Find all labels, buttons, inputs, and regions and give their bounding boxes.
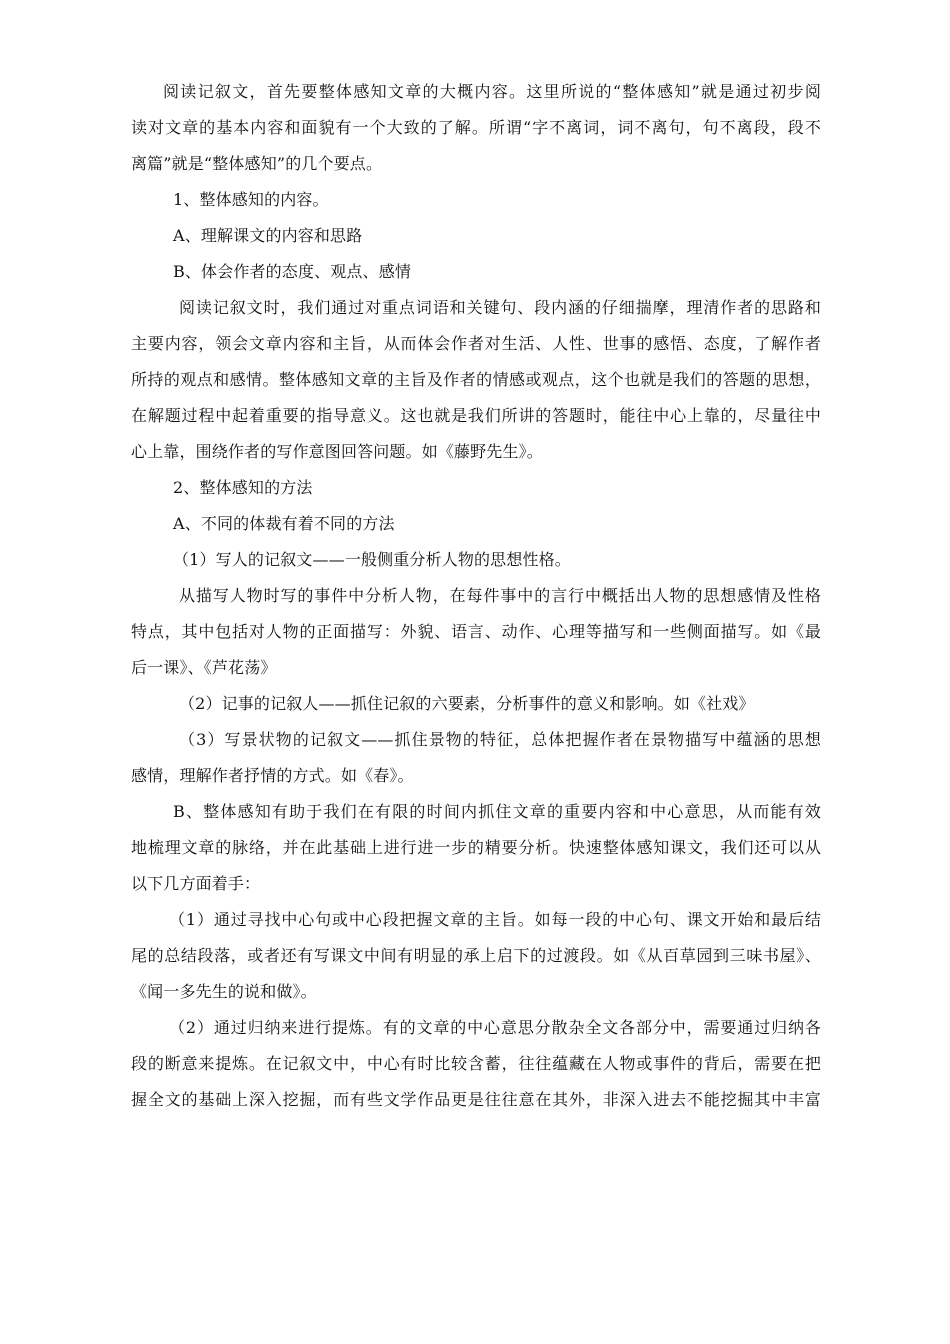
- text-line: 读对文章的基本内容和面貌有一个大致的了解。所谓“字不离词，词不离句，句不离段，段不: [131, 118, 821, 137]
- text-line: 在解题过程中起着重要的指导意义。这也就是我们所讲的答题时，能往中心上靠的，尽量往中: [131, 406, 821, 425]
- section-heading: 2、整体感知的方法: [173, 478, 313, 497]
- list-item: （3）写景状物的记叙文——抓住景物的特征，总体把握作者在景物描写中蕴涵的思想: [179, 730, 821, 749]
- text-line: 心上靠，围绕作者的写作意图回答问题。如《藤野先生》。: [131, 442, 543, 461]
- subsection-item: B、整体感知有助于我们在有限的时间内抓住文章的重要内容和中心意思，从而能有效: [173, 802, 821, 821]
- text-line: 所持的观点和感情。整体感知文章的主旨及作者的情感或观点，这个也就是我们的答题的思想，: [131, 370, 821, 389]
- text-line: 从描写人物时写的事件中分析人物，在每件事中的言行中概括出人物的思想感情及性格: [179, 586, 821, 605]
- subsection-item: A、不同的体裁有着不同的方法: [173, 514, 395, 533]
- text-line: 地梳理文章的脉络，并在此基础上进行进一步的精要分析。快速整体感知课文，我们还可以从: [131, 838, 821, 857]
- subsection-item: A、理解课文的内容和思路: [173, 226, 363, 245]
- text-line: 主要内容，领会文章内容和主旨，从而体会作者对生活、人性、世事的感悟、态度，了解作者: [131, 334, 821, 353]
- section-heading: 1、整体感知的内容。: [173, 190, 329, 209]
- text-line: 握全文的基础上深入挖掘，而有些文学作品更是往往意在其外，非深入进去不能挖掘其中丰富: [131, 1090, 821, 1109]
- subsection-item: B、体会作者的态度、观点、感情: [173, 262, 412, 281]
- list-item: （1）通过寻找中心句或中心段把握文章的主旨。如每一段的中心句、课文开始和最后结: [169, 910, 821, 929]
- text-line: 后一课》、《芦花荡》: [131, 658, 277, 677]
- text-line: 阅读记叙文时，我们通过对重点词语和关键句、段内涵的仔细揣摩，理清作者的思路和: [179, 298, 821, 317]
- text-line: 以下几方面着手：: [131, 874, 261, 893]
- text-line: 尾的总结段落，或者还有写课文中间有明显的承上启下的过渡段。如《从百草园到三味书屋》、: [131, 946, 821, 965]
- list-item: （2）记事的记叙人——抓住记叙的六要素，分析事件的意义和影响。如《社戏》: [179, 694, 755, 713]
- list-item: （1）写人的记叙文——一般侧重分析人物的思想性格。: [173, 550, 571, 569]
- list-item: （2）通过归纳来进行提炼。有的文章的中心意思分散杂全文各部分中，需要通过归纳各: [169, 1018, 821, 1037]
- text-line: 感情，理解作者抒情的方式。如《春》。: [131, 766, 414, 785]
- text-line: 特点，其中包括对人物的正面描写：外貌、语言、动作、心理等描写和一些侧面描写。如《最: [131, 622, 821, 641]
- text-line: 离篇”就是“整体感知”的几个要点。: [131, 154, 383, 173]
- text-line: 段的断意来提炼。在记叙文中，中心有时比较含蓄，往往蕴藏在人物或事件的背后，需要在把: [131, 1054, 821, 1073]
- document-body: [131, 74, 821, 1118]
- text-line: 《闻一多先生的说和做》。: [131, 982, 317, 1001]
- text-line: 阅读记叙文，首先要整体感知文章的大概内容。这里所说的“整体感知”就是通过初步阅: [163, 82, 821, 101]
